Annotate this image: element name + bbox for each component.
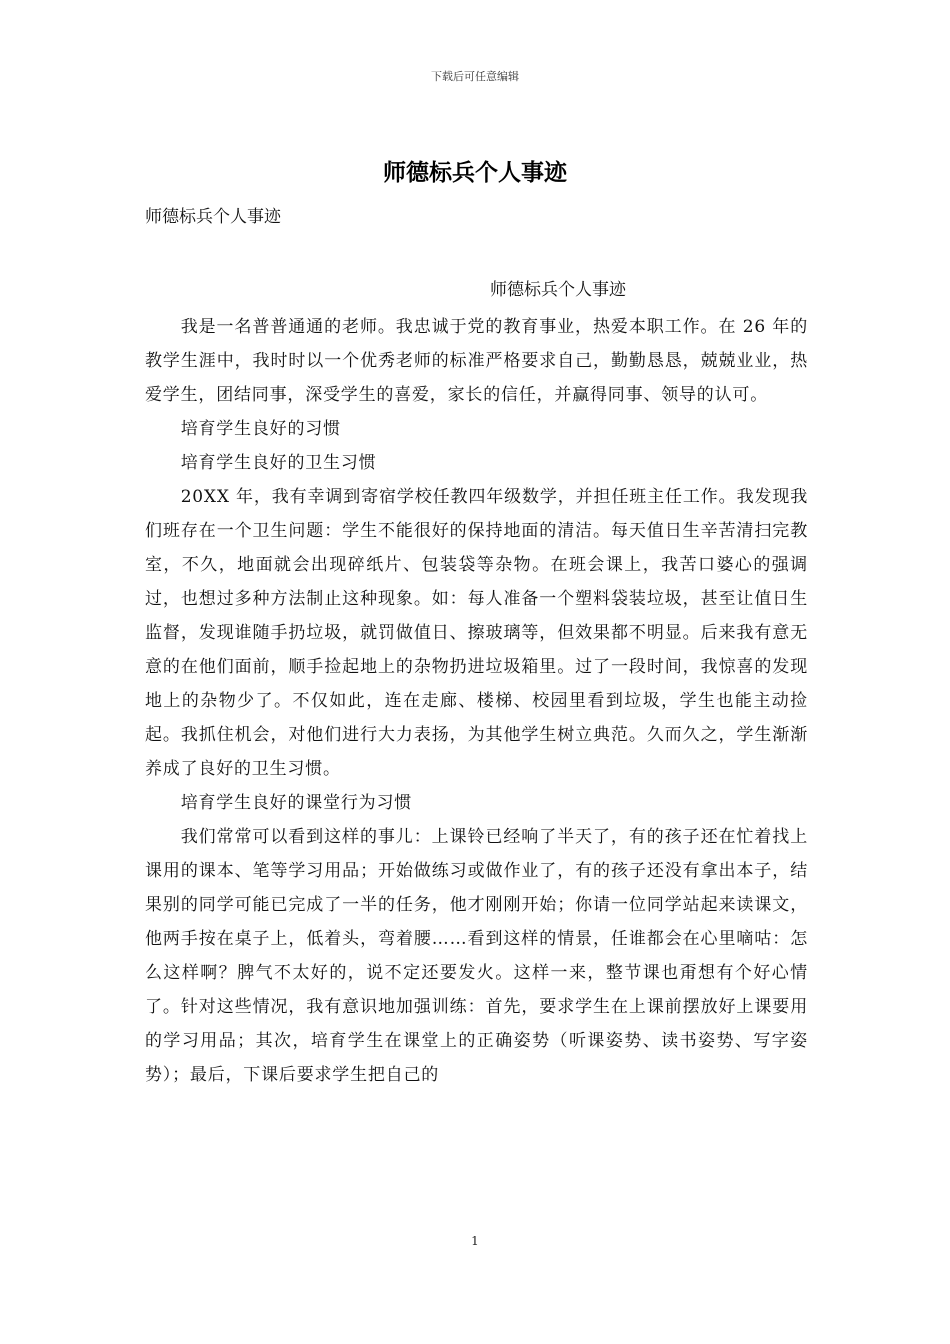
paragraph-intro: 我是一名普普通通的老师。我忠诚于党的教育事业，热爱本职工作。在 26 年的教学生涯中，我时时以一个优秀老师的标准严格要求自己，勤勤恳恳，兢兢业业，热爱学生，团结同事，深受学生的喜爱，家长的信任，并赢得同事、领导的认可。	[145, 317, 808, 405]
paragraph-classroom: 我们常常可以看到这样的事儿：上课铃已经响了半天了，有的孩子还在忙着找上课用的课本、笔等学习用品；开始做练习或做作业了，有的孩子还没有拿出本子，结果别的同学可能已完成了一半的任务，他才刚刚开始；你请一位同学站起来读课文，他两手按在桌子上，低着头，弯着腰……看到这样的情景，任谁都会在心里嘀咕：怎么这样啊？脾气不太好的，说不定还要发火。这样一来，整节课也甭想有个好心情了。针对这些情况，我有意识地加强训练：首先，要求学生在上课前摆放好上课要用的学习用品；其次，培育学生在课堂上的正确姿势（听课姿势、读书姿势、写字姿势）；最后，下课后要求学生把自己的	[145, 827, 808, 1085]
paragraph-hygiene: 20XX 年，我有幸调到寄宿学校任教四年级数学，并担任班主任工作。我发现我们班存在一个卫生问题：学生不能很好的保持地面的清洁。每天值日生辛苦清扫完教室，不久，地面就会出现碎纸片、包装袋等杂物。在班会课上，我苦口婆心的强调过，也想过多种方法制止这种现象。如：每人准备一个塑料袋装垃圾，甚至让值日生监督，发现谁随手扔垃圾，就罚做值日、擦玻璃等，但效果都不明显。后来我有意无意的在他们面前，顺手捡起地上的杂物扔进垃圾箱里。过了一段时间，我惊喜的发现地上的杂物少了。不仅如此，连在走廊、楼梯、校园里看到垃圾，学生也能主动捡起。我抓住机会，对他们进行大力表扬，为其他学生树立典范。久而久之，学生渐渐养成了良好的卫生习惯。	[145, 487, 808, 779]
document-subtitle: 师德标兵个人事迹	[145, 207, 281, 227]
header-note: 下载后可任意编辑	[431, 70, 519, 83]
document-title: 师德标兵个人事迹	[383, 159, 567, 186]
section-title: 师德标兵个人事迹	[490, 280, 626, 300]
document-body	[145, 310, 808, 1092]
page-number: 1	[471, 1234, 479, 1248]
heading-classroom-habits: 培育学生良好的课堂行为习惯	[180, 793, 413, 813]
heading-good-habits: 培育学生良好的习惯	[180, 419, 341, 439]
heading-hygiene-habits: 培育学生良好的卫生习惯	[180, 453, 377, 473]
